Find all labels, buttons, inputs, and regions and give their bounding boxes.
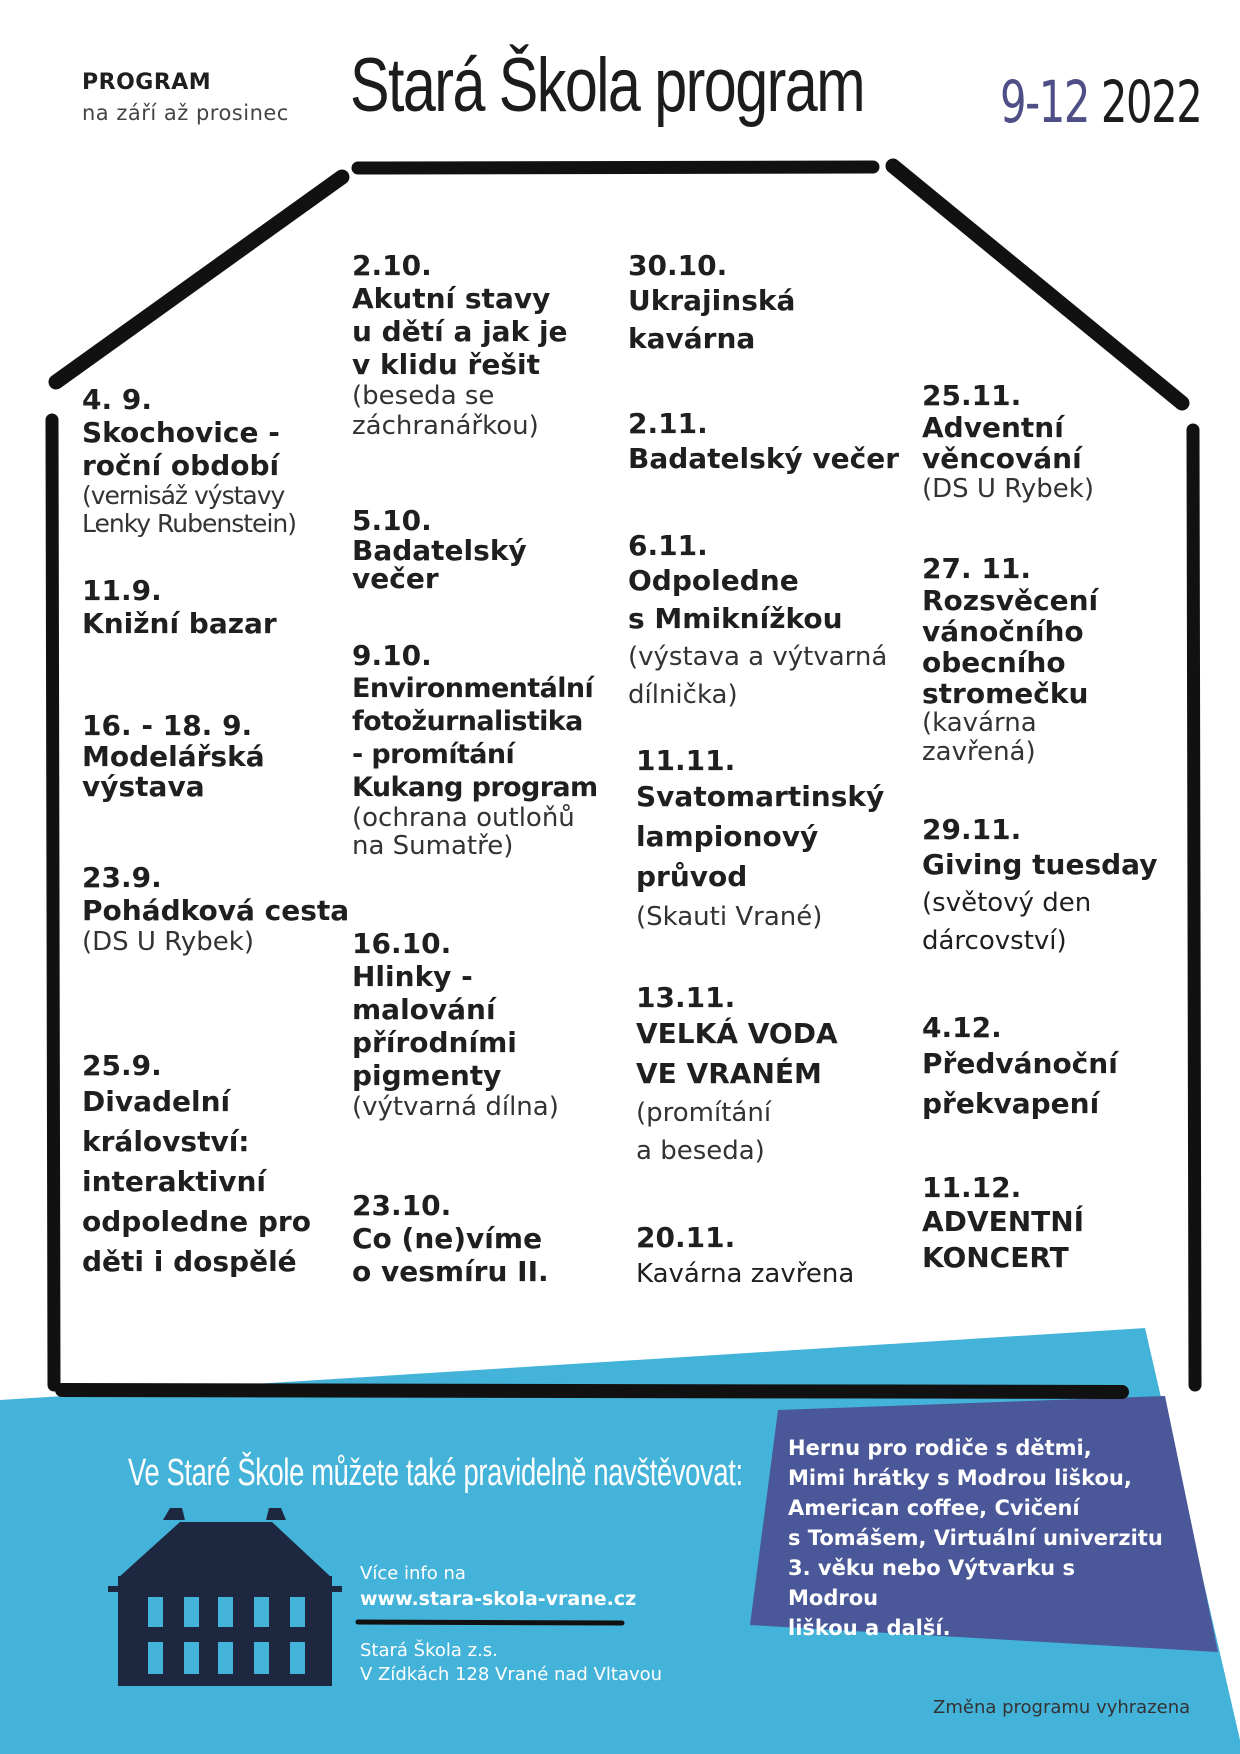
event-note: (DS U Rybek): [922, 474, 1094, 504]
event-title: VELKÁ VODA VE VRANÉM: [636, 1017, 838, 1090]
event-title: Badatelský večer: [352, 534, 527, 595]
event-item: [922, 553, 1098, 767]
event-note: (kavárna zavřená): [922, 708, 1037, 767]
event-date: 11.11.: [636, 744, 736, 777]
event-title: Hlinky - malování přírodními pigmenty: [352, 960, 517, 1092]
event-item: [636, 982, 838, 1170]
event-item: [922, 814, 1157, 960]
event-title: Environmentální fotožurnalistika - promítání Kukang program: [352, 673, 598, 803]
event-date: 2.10.: [352, 249, 432, 282]
date-year: 2022: [1100, 68, 1202, 136]
event-item: [628, 408, 899, 478]
event-item: [922, 1012, 1118, 1124]
event-item: [352, 505, 527, 593]
event-item: [628, 530, 887, 714]
event-item: [628, 250, 795, 358]
roof-right-line: [893, 166, 1182, 403]
event-title: Akutní stavy u dětí a jak je v klidu řešit: [352, 282, 568, 381]
event-note: (světový den dárcovství): [922, 888, 1092, 956]
event-date: 29.11.: [922, 813, 1022, 846]
event-title: Adventní věncování: [922, 411, 1082, 475]
event-title: ADVENTNÍ KONCERT: [922, 1205, 1085, 1274]
event-date: 5.10.: [352, 504, 432, 537]
wall-right-line: [1193, 430, 1195, 1385]
event-date: 9.10.: [352, 639, 432, 672]
event-item: [352, 928, 559, 1122]
event-title: Knižní bazar: [82, 607, 277, 640]
roof-top-line: [358, 167, 873, 168]
event-item: [636, 1222, 854, 1294]
event-title: Divadelní království: interaktivní odpoledne pro děti i dospělé: [82, 1085, 311, 1278]
event-title: Ukrajinská kavárna: [628, 284, 796, 355]
event-date: 2.11.: [628, 407, 708, 440]
disclaimer-text: Změna programu vyhrazena: [933, 1697, 1191, 1718]
event-title: Co (ne)víme o vesmíru II.: [352, 1222, 549, 1288]
page-title: Stará Škola program: [350, 43, 865, 128]
organization-address: V Zídkách 128 Vrané nad Vltavou: [360, 1664, 663, 1685]
event-item: [82, 862, 349, 957]
event-date: 13.11.: [636, 981, 736, 1014]
website-link[interactable]: www.stara-skola-vrane.cz: [360, 1588, 637, 1610]
organization-name: Stará Škola z.s.: [360, 1640, 498, 1661]
event-date: 25.9.: [82, 1049, 162, 1082]
event-date: 16.10.: [352, 927, 452, 960]
event-note: (DS U Rybek): [82, 927, 254, 957]
event-title: Předvánoční překvapení: [922, 1047, 1118, 1120]
date-months: 9-12: [1000, 68, 1090, 136]
event-note: (ochrana outloňů na Sumatře): [352, 803, 575, 861]
event-title: Svatomartinský lampionový průvod: [636, 780, 885, 893]
event-item: [82, 575, 277, 640]
event-date: 4.12.: [922, 1011, 1002, 1044]
event-title: Giving tuesday: [922, 848, 1158, 881]
event-item: [352, 1190, 549, 1288]
event-note: (beseda se záchranářkou): [352, 381, 539, 441]
event-date: 11.9.: [82, 574, 162, 607]
event-date: 23.10.: [352, 1189, 452, 1222]
event-title: Rozsvěcení vánočního obecního stromečku: [922, 584, 1099, 710]
banner-heading: Ve Staré Škole můžete také pravidelně navštěvovat:: [128, 1452, 743, 1494]
floor-line: [62, 1390, 1122, 1392]
program-label: PROGRAM: [82, 70, 212, 95]
event-item: [352, 250, 568, 441]
event-item: [82, 1050, 311, 1282]
event-note: (Skauti Vrané): [636, 902, 823, 932]
event-note: Kavárna zavřena: [636, 1259, 855, 1289]
event-date: 11.12.: [922, 1171, 1022, 1204]
web-info-label: Více info na: [360, 1563, 466, 1584]
event-item: [352, 640, 598, 860]
event-item: [922, 1172, 1084, 1276]
event-date: 20.11.: [636, 1221, 736, 1254]
event-title: Badatelský večer: [628, 442, 900, 475]
event-title: Modelářská výstava: [82, 740, 265, 803]
event-note: (výtvarná dílna): [352, 1092, 559, 1122]
event-title: Pohádková cesta: [82, 894, 350, 927]
program-subtitle: na září až prosinec: [82, 101, 289, 125]
event-date: 4. 9.: [82, 383, 152, 416]
event-item: [82, 710, 265, 802]
event-item: [636, 745, 884, 937]
event-note: (výstava a výtvarná dílnička): [628, 642, 888, 710]
event-note: (promítání a beseda): [636, 1098, 772, 1166]
event-date: 27. 11.: [922, 552, 1031, 585]
event-date: 16. - 18. 9.: [82, 709, 253, 742]
event-item: [922, 380, 1094, 504]
event-title: Odpoledne s Mmiknížkou: [628, 564, 843, 635]
roof-left-line: [56, 177, 342, 382]
wall-left-line: [52, 420, 54, 1385]
event-date: 23.9.: [82, 861, 162, 894]
event-item: [82, 384, 296, 538]
regular-activities-text: Hernu pro rodiče s dětmi, Mimi hrátky s Modrou liškou, American coffee, Cvičení s Tomášem, Virtuální univerzitu 3. věku nebo Výtvarku s Modrou liškou a další.: [788, 1436, 1163, 1640]
event-date: 30.10.: [628, 249, 728, 282]
url-underline: [358, 1622, 622, 1623]
event-date: 25.11.: [922, 379, 1022, 412]
event-date: 6.11.: [628, 529, 708, 562]
event-title: Skochovice - roční období: [82, 416, 280, 482]
event-note: (vernisáž výstavy Lenky Rubenstein): [82, 481, 296, 538]
